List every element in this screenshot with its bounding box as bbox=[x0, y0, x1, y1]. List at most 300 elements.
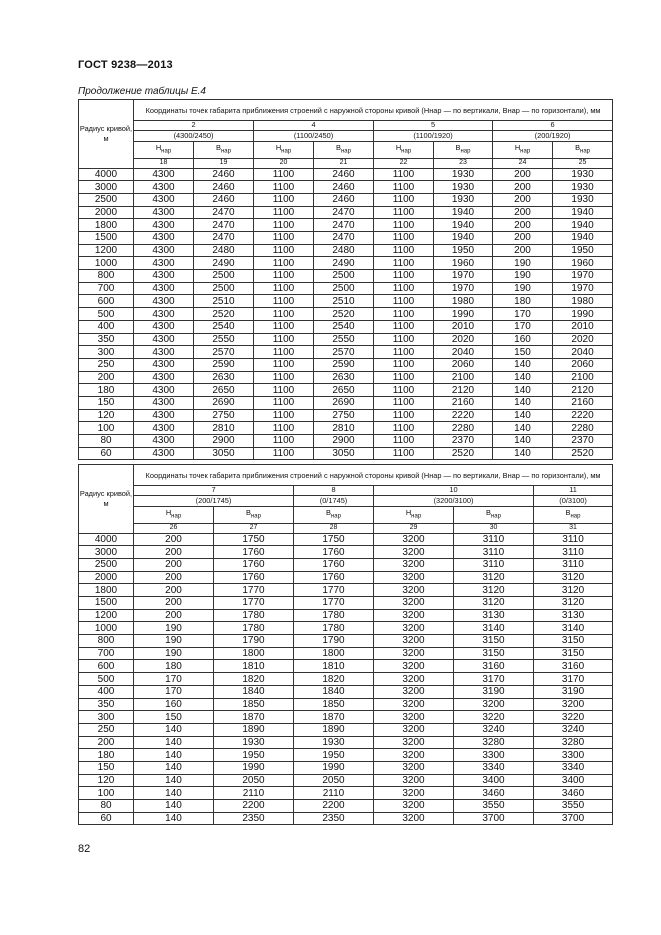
value-cell: 1960 bbox=[434, 257, 493, 270]
table-row bbox=[79, 409, 613, 422]
value-cell: 3160 bbox=[534, 660, 613, 673]
value-cell: 3200 bbox=[374, 622, 454, 635]
radius-cell: 4000 bbox=[79, 533, 134, 546]
value-cell: 150 bbox=[134, 711, 214, 724]
table-row bbox=[79, 206, 613, 219]
value-cell: 180 bbox=[493, 295, 553, 308]
value-cell: 2160 bbox=[553, 396, 613, 409]
radius-cell: 180 bbox=[79, 384, 134, 397]
value-cell: 1100 bbox=[374, 320, 434, 333]
value-cell: 2750 bbox=[194, 409, 254, 422]
value-cell: 3140 bbox=[534, 622, 613, 635]
value-cell: 1100 bbox=[374, 282, 434, 295]
value-cell: 1870 bbox=[294, 711, 374, 724]
value-cell: 1100 bbox=[374, 409, 434, 422]
column-number: 26 bbox=[134, 524, 214, 534]
radius-cell: 3000 bbox=[79, 546, 134, 559]
value-cell: 2040 bbox=[434, 346, 493, 359]
value-cell: 3110 bbox=[534, 533, 613, 546]
value-cell: 1100 bbox=[374, 295, 434, 308]
value-cell: 1100 bbox=[374, 396, 434, 409]
value-cell: 1820 bbox=[294, 673, 374, 686]
value-cell: 4300 bbox=[134, 358, 194, 371]
value-cell: 2350 bbox=[214, 812, 294, 825]
radius-header: Радиус кривой, м bbox=[79, 465, 134, 534]
table-row bbox=[79, 546, 613, 559]
value-cell: 3050 bbox=[194, 447, 254, 460]
value-cell: 2470 bbox=[314, 206, 374, 219]
value-cell: 1100 bbox=[374, 206, 434, 219]
radius-cell: 80 bbox=[79, 435, 134, 448]
value-cell: 2120 bbox=[434, 384, 493, 397]
value-cell: 1970 bbox=[553, 282, 613, 295]
value-cell: 1100 bbox=[374, 371, 434, 384]
value-cell: 2480 bbox=[314, 244, 374, 257]
value-cell: 1100 bbox=[254, 422, 314, 435]
value-cell: 3200 bbox=[534, 698, 613, 711]
value-cell: 160 bbox=[493, 333, 553, 346]
value-cell: 4300 bbox=[134, 447, 194, 460]
value-cell: 3200 bbox=[374, 558, 454, 571]
value-cell: 1780 bbox=[214, 609, 294, 622]
value-cell: 190 bbox=[134, 622, 214, 635]
value-cell: 1820 bbox=[214, 673, 294, 686]
value-cell: 2110 bbox=[214, 787, 294, 800]
column-number: 21 bbox=[314, 159, 374, 169]
value-cell: 1100 bbox=[254, 244, 314, 257]
coordinates-table-part-2 bbox=[78, 464, 613, 825]
table-row bbox=[79, 371, 613, 384]
value-cell: 2500 bbox=[194, 270, 254, 283]
value-cell: 2460 bbox=[194, 168, 254, 181]
value-cell: 1750 bbox=[214, 533, 294, 546]
value-cell: 1950 bbox=[214, 749, 294, 762]
value-cell: 1100 bbox=[374, 422, 434, 435]
value-cell: 3120 bbox=[454, 597, 534, 610]
radius-cell: 120 bbox=[79, 409, 134, 422]
value-cell: 1100 bbox=[374, 257, 434, 270]
value-cell: 1990 bbox=[553, 308, 613, 321]
value-cell: 140 bbox=[134, 787, 214, 800]
value-cell: 1100 bbox=[374, 168, 434, 181]
table-row bbox=[79, 320, 613, 333]
radius-cell: 150 bbox=[79, 396, 134, 409]
value-cell: 2900 bbox=[314, 435, 374, 448]
value-cell: 3220 bbox=[454, 711, 534, 724]
column-number: 29 bbox=[374, 524, 454, 534]
value-cell: 1100 bbox=[374, 447, 434, 460]
value-cell: 200 bbox=[134, 546, 214, 559]
value-cell: 2460 bbox=[194, 181, 254, 194]
value-cell: 1930 bbox=[294, 736, 374, 749]
value-cell: 3200 bbox=[374, 812, 454, 825]
value-cell: 1100 bbox=[254, 447, 314, 460]
radius-cell: 500 bbox=[79, 673, 134, 686]
value-cell: 4300 bbox=[134, 219, 194, 232]
value-cell: 3340 bbox=[534, 761, 613, 774]
value-cell: 190 bbox=[134, 647, 214, 660]
value-cell: 2460 bbox=[314, 193, 374, 206]
value-cell: 1100 bbox=[254, 181, 314, 194]
value-cell: 1810 bbox=[294, 660, 374, 673]
radius-cell: 250 bbox=[79, 723, 134, 736]
value-cell: 1760 bbox=[214, 558, 294, 571]
radius-cell: 700 bbox=[79, 647, 134, 660]
radius-cell: 1500 bbox=[79, 232, 134, 245]
value-cell: 140 bbox=[493, 384, 553, 397]
radius-cell: 1200 bbox=[79, 609, 134, 622]
radius-cell: 1000 bbox=[79, 622, 134, 635]
value-cell: 1100 bbox=[374, 308, 434, 321]
value-cell: 3200 bbox=[374, 597, 454, 610]
value-cell: 140 bbox=[493, 422, 553, 435]
page-number: 82 bbox=[78, 843, 91, 855]
radius-cell: 100 bbox=[79, 422, 134, 435]
table-row bbox=[79, 244, 613, 257]
table-row bbox=[79, 181, 613, 194]
point-number: 10 bbox=[374, 486, 534, 496]
value-cell: 3200 bbox=[374, 673, 454, 686]
value-cell: 2590 bbox=[194, 358, 254, 371]
value-cell: 1100 bbox=[254, 308, 314, 321]
radius-cell: 3000 bbox=[79, 181, 134, 194]
value-cell: 1100 bbox=[254, 346, 314, 359]
value-cell: 1930 bbox=[434, 181, 493, 194]
value-cell: 3200 bbox=[374, 685, 454, 698]
table-row bbox=[79, 219, 613, 232]
radius-cell: 200 bbox=[79, 371, 134, 384]
value-cell: 1800 bbox=[214, 647, 294, 660]
value-cell: 1100 bbox=[374, 358, 434, 371]
value-cell: 1100 bbox=[254, 206, 314, 219]
value-cell: 4300 bbox=[134, 422, 194, 435]
value-cell: 3280 bbox=[454, 736, 534, 749]
table-row bbox=[79, 609, 613, 622]
point-number: 8 bbox=[294, 486, 374, 496]
radius-cell: 180 bbox=[79, 749, 134, 762]
value-cell: 3120 bbox=[534, 597, 613, 610]
value-cell: 1790 bbox=[294, 635, 374, 648]
value-cell: 2690 bbox=[194, 396, 254, 409]
value-cell: 200 bbox=[493, 206, 553, 219]
value-cell: 1100 bbox=[374, 232, 434, 245]
value-cell: 1770 bbox=[214, 584, 294, 597]
radius-cell: 600 bbox=[79, 295, 134, 308]
value-cell: 2500 bbox=[194, 282, 254, 295]
value-cell: 3200 bbox=[374, 711, 454, 724]
value-cell: 200 bbox=[493, 168, 553, 181]
value-cell: 2460 bbox=[314, 168, 374, 181]
value-cell: 1840 bbox=[294, 685, 374, 698]
point-coordinates: (4300/2450) bbox=[134, 131, 254, 142]
value-cell: 2590 bbox=[314, 358, 374, 371]
variable-label: $H_{нар}$ bbox=[254, 142, 314, 159]
column-number: 27 bbox=[214, 524, 294, 534]
radius-cell: 350 bbox=[79, 698, 134, 711]
value-cell: 2220 bbox=[434, 409, 493, 422]
radius-cell: 800 bbox=[79, 270, 134, 283]
value-cell: 3240 bbox=[534, 723, 613, 736]
value-cell: 1750 bbox=[294, 533, 374, 546]
value-cell: 140 bbox=[493, 396, 553, 409]
value-cell: 1100 bbox=[254, 320, 314, 333]
value-cell: 1850 bbox=[294, 698, 374, 711]
value-cell: 140 bbox=[134, 749, 214, 762]
point-coordinates: (0/1745) bbox=[294, 496, 374, 507]
table-row bbox=[79, 308, 613, 321]
value-cell: 2060 bbox=[553, 358, 613, 371]
value-cell: 3150 bbox=[534, 635, 613, 648]
value-cell: 1890 bbox=[214, 723, 294, 736]
value-cell: 1940 bbox=[553, 219, 613, 232]
table-row bbox=[79, 787, 613, 800]
coordinates-table-part-1 bbox=[78, 99, 613, 460]
point-number: 7 bbox=[134, 486, 294, 496]
value-cell: 3110 bbox=[534, 558, 613, 571]
value-cell: 1940 bbox=[553, 232, 613, 245]
value-cell: 2200 bbox=[214, 800, 294, 813]
value-cell: 3200 bbox=[374, 647, 454, 660]
variable-label: $B_{нар}$ bbox=[294, 507, 374, 524]
point-number: 4 bbox=[254, 121, 374, 131]
value-cell: 2650 bbox=[314, 384, 374, 397]
variable-label: $B_{нар}$ bbox=[214, 507, 294, 524]
value-cell: 1950 bbox=[294, 749, 374, 762]
table-row bbox=[79, 723, 613, 736]
value-cell: 1930 bbox=[553, 181, 613, 194]
value-cell: 4300 bbox=[134, 257, 194, 270]
table-row bbox=[79, 257, 613, 270]
value-cell: 4300 bbox=[134, 193, 194, 206]
value-cell: 3150 bbox=[454, 635, 534, 648]
value-cell: 2750 bbox=[314, 409, 374, 422]
column-number: 19 bbox=[194, 159, 254, 169]
value-cell: 3200 bbox=[374, 533, 454, 546]
value-cell: 1760 bbox=[214, 571, 294, 584]
value-cell: 4300 bbox=[134, 206, 194, 219]
value-cell: 140 bbox=[134, 812, 214, 825]
value-cell: 3150 bbox=[534, 647, 613, 660]
value-cell: 1890 bbox=[294, 723, 374, 736]
value-cell: 2810 bbox=[314, 422, 374, 435]
radius-cell: 500 bbox=[79, 308, 134, 321]
variable-label: $H_{нар}$ bbox=[374, 507, 454, 524]
radius-cell: 100 bbox=[79, 787, 134, 800]
table-row bbox=[79, 232, 613, 245]
value-cell: 2510 bbox=[314, 295, 374, 308]
value-cell: 170 bbox=[134, 685, 214, 698]
point-coordinates: (1100/2450) bbox=[254, 131, 374, 142]
value-cell: 2520 bbox=[194, 308, 254, 321]
value-cell: 1100 bbox=[254, 409, 314, 422]
variable-label: $H_{нар}$ bbox=[134, 507, 214, 524]
value-cell: 1100 bbox=[254, 333, 314, 346]
radius-cell: 400 bbox=[79, 685, 134, 698]
value-cell: 140 bbox=[134, 723, 214, 736]
value-cell: 2100 bbox=[434, 371, 493, 384]
table-row bbox=[79, 635, 613, 648]
value-cell: 1970 bbox=[434, 282, 493, 295]
value-cell: 200 bbox=[134, 597, 214, 610]
radius-cell: 2500 bbox=[79, 558, 134, 571]
value-cell: 3110 bbox=[454, 546, 534, 559]
value-cell: 1950 bbox=[553, 244, 613, 257]
value-cell: 3200 bbox=[374, 761, 454, 774]
value-cell: 1990 bbox=[294, 761, 374, 774]
value-cell: 2650 bbox=[194, 384, 254, 397]
value-cell: 3170 bbox=[534, 673, 613, 686]
value-cell: 1960 bbox=[553, 257, 613, 270]
radius-cell: 400 bbox=[79, 320, 134, 333]
table-row bbox=[79, 597, 613, 610]
value-cell: 160 bbox=[134, 698, 214, 711]
value-cell: 2540 bbox=[314, 320, 374, 333]
table-row bbox=[79, 168, 613, 181]
value-cell: 1100 bbox=[374, 270, 434, 283]
value-cell: 3200 bbox=[374, 774, 454, 787]
value-cell: 4300 bbox=[134, 409, 194, 422]
value-cell: 1100 bbox=[254, 219, 314, 232]
value-cell: 140 bbox=[134, 761, 214, 774]
value-cell: 3110 bbox=[534, 546, 613, 559]
value-cell: 3140 bbox=[454, 622, 534, 635]
value-cell: 2490 bbox=[194, 257, 254, 270]
value-cell: 3130 bbox=[454, 609, 534, 622]
value-cell: 4300 bbox=[134, 295, 194, 308]
value-cell: 200 bbox=[134, 558, 214, 571]
value-cell: 3110 bbox=[454, 533, 534, 546]
value-cell: 2460 bbox=[194, 193, 254, 206]
value-cell: 3200 bbox=[374, 800, 454, 813]
value-cell: 2110 bbox=[294, 787, 374, 800]
value-cell: 1760 bbox=[294, 558, 374, 571]
value-cell: 2630 bbox=[314, 371, 374, 384]
value-cell: 2050 bbox=[214, 774, 294, 787]
value-cell: 2690 bbox=[314, 396, 374, 409]
value-cell: 190 bbox=[134, 635, 214, 648]
point-coordinates: (200/1745) bbox=[134, 496, 294, 507]
table-row bbox=[79, 396, 613, 409]
value-cell: 2470 bbox=[194, 219, 254, 232]
value-cell: 2540 bbox=[194, 320, 254, 333]
value-cell: 4300 bbox=[134, 270, 194, 283]
table-row bbox=[79, 435, 613, 448]
column-number: 24 bbox=[493, 159, 553, 169]
value-cell: 3200 bbox=[374, 660, 454, 673]
radius-cell: 300 bbox=[79, 711, 134, 724]
value-cell: 200 bbox=[134, 533, 214, 546]
radius-cell: 200 bbox=[79, 736, 134, 749]
variable-label: $B_{нар}$ bbox=[434, 142, 493, 159]
radius-cell: 1500 bbox=[79, 597, 134, 610]
value-cell: 3130 bbox=[534, 609, 613, 622]
value-cell: 1800 bbox=[294, 647, 374, 660]
value-cell: 200 bbox=[493, 181, 553, 194]
value-cell: 140 bbox=[134, 774, 214, 787]
table-row bbox=[79, 774, 613, 787]
table-row bbox=[79, 622, 613, 635]
value-cell: 1990 bbox=[214, 761, 294, 774]
table-row bbox=[79, 647, 613, 660]
column-number: 31 bbox=[534, 524, 613, 534]
value-cell: 3200 bbox=[374, 635, 454, 648]
value-cell: 1810 bbox=[214, 660, 294, 673]
value-cell: 190 bbox=[493, 257, 553, 270]
value-cell: 3300 bbox=[454, 749, 534, 762]
value-cell: 3700 bbox=[454, 812, 534, 825]
value-cell: 2520 bbox=[434, 447, 493, 460]
value-cell: 3340 bbox=[454, 761, 534, 774]
table-row bbox=[79, 384, 613, 397]
value-cell: 1100 bbox=[374, 333, 434, 346]
value-cell: 1780 bbox=[214, 622, 294, 635]
table-row bbox=[79, 812, 613, 825]
value-cell: 4300 bbox=[134, 371, 194, 384]
value-cell: 2020 bbox=[553, 333, 613, 346]
value-cell: 3200 bbox=[374, 571, 454, 584]
value-cell: 3120 bbox=[534, 584, 613, 597]
value-cell: 3190 bbox=[454, 685, 534, 698]
radius-cell: 800 bbox=[79, 635, 134, 648]
value-cell: 1760 bbox=[214, 546, 294, 559]
table-row bbox=[79, 422, 613, 435]
value-cell: 140 bbox=[493, 409, 553, 422]
value-cell: 1770 bbox=[214, 597, 294, 610]
variable-label: $H_{нар}$ bbox=[493, 142, 553, 159]
value-cell: 3150 bbox=[454, 647, 534, 660]
table-row bbox=[79, 358, 613, 371]
value-cell: 2040 bbox=[553, 346, 613, 359]
value-cell: 2280 bbox=[434, 422, 493, 435]
value-cell: 3160 bbox=[454, 660, 534, 673]
point-coordinates: (1100/1920) bbox=[374, 131, 493, 142]
point-number: 2 bbox=[134, 121, 254, 131]
point-coordinates: (3200/3100) bbox=[374, 496, 534, 507]
radius-cell: 80 bbox=[79, 800, 134, 813]
value-cell: 3300 bbox=[534, 749, 613, 762]
value-cell: 4300 bbox=[134, 282, 194, 295]
value-cell: 1760 bbox=[294, 546, 374, 559]
value-cell: 1980 bbox=[553, 295, 613, 308]
value-cell: 3280 bbox=[534, 736, 613, 749]
value-cell: 180 bbox=[134, 660, 214, 673]
value-cell: 1100 bbox=[374, 219, 434, 232]
value-cell: 2160 bbox=[434, 396, 493, 409]
value-cell: 2050 bbox=[294, 774, 374, 787]
variable-label: $H_{нар}$ bbox=[374, 142, 434, 159]
value-cell: 2520 bbox=[553, 447, 613, 460]
value-cell: 2470 bbox=[194, 206, 254, 219]
value-cell: 3050 bbox=[314, 447, 374, 460]
radius-cell: 60 bbox=[79, 447, 134, 460]
value-cell: 140 bbox=[493, 447, 553, 460]
value-cell: 3550 bbox=[454, 800, 534, 813]
radius-cell: 4000 bbox=[79, 168, 134, 181]
value-cell: 3460 bbox=[534, 787, 613, 800]
table-row bbox=[79, 698, 613, 711]
value-cell: 1100 bbox=[254, 232, 314, 245]
value-cell: 1770 bbox=[294, 597, 374, 610]
value-cell: 2510 bbox=[194, 295, 254, 308]
value-cell: 2200 bbox=[294, 800, 374, 813]
value-cell: 1870 bbox=[214, 711, 294, 724]
radius-cell: 700 bbox=[79, 282, 134, 295]
value-cell: 1100 bbox=[254, 371, 314, 384]
value-cell: 2470 bbox=[194, 232, 254, 245]
value-cell: 2500 bbox=[314, 282, 374, 295]
value-cell: 1990 bbox=[434, 308, 493, 321]
value-cell: 3240 bbox=[454, 723, 534, 736]
